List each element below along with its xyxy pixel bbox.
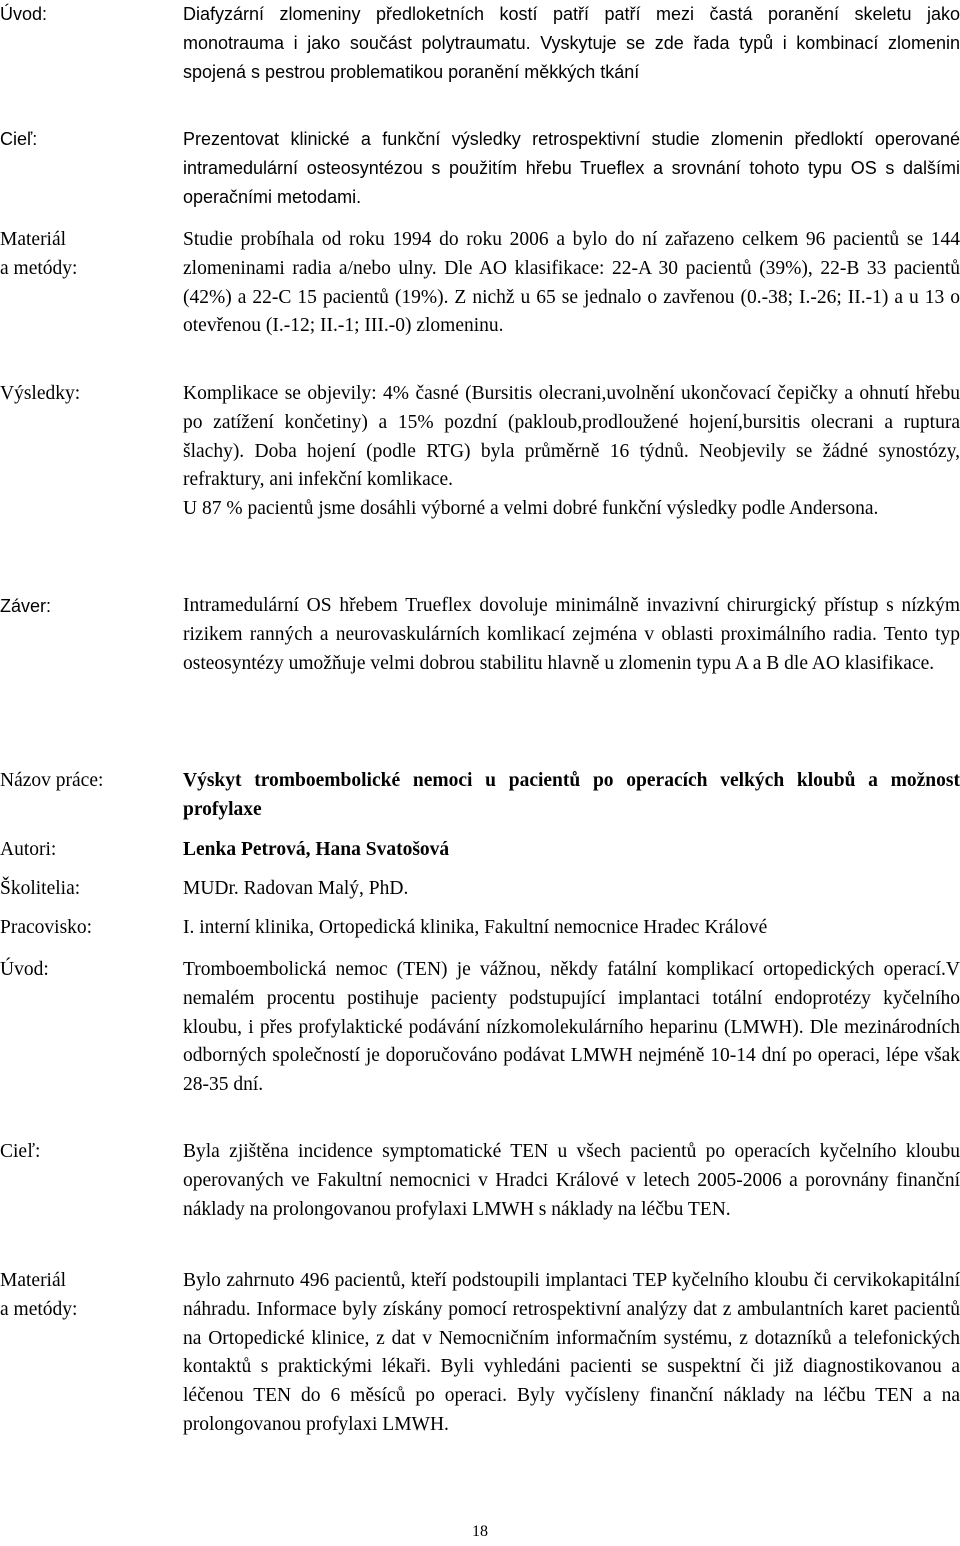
nazov-label: Názov práce: xyxy=(0,770,104,791)
material-label xyxy=(0,226,175,284)
ciel-label: Cieľ: xyxy=(0,129,38,149)
material-label-line1: Materiál xyxy=(0,229,67,250)
material2-text: Bylo zahrnuto 496 pacientů, kteří podstoupili implantaci TEP kyčelního kloubu či cervikokapitální náhradu. Informace byly získány pomocí retrospektivní analýzy dat z ambulantních karet pacientů na Ortopedické klinice, z dat v Nemocničním informačním systému, z dotazníků a telefonických kontaktů s praktickými lékaři. Byli vyhledáni pacienti se suspektní či již diagnostikovanou a léčenou TEN do 6 měsíců po operaci. Byly vyčísleny finanční náklady na léčbu TEN a na prolongovanou profylaxi LMWH. xyxy=(183,1270,960,1435)
ciel-text: Prezentovat klinické a funkční výsledky retrospektivní studie zlomenin předloktí operované intramedulární osteosyntézou s použitím hřebu Trueflex a srovnání tohoto typu OS s dalšími operačními metodami. xyxy=(183,129,960,207)
material2-label xyxy=(0,1267,175,1325)
zaver-label: Záver: xyxy=(0,596,52,616)
material-text: Studie probíhala od roku 1994 do roku 2006 a bylo do ní zařazeno celkem 96 pacientů se 144 zlomeninami radia a/nebo ulny. Dle AO klasifikace: 22-A 30 pacientů (39%), 22-B 33 pacientů (42%) a 22-C 15 pacientů (19%). Z nichž u 65 se jednalo o zavřenou (0.-38; I.-26; II.-1) a u 13 o otevřenou (I.-12; II.-1; III.-0) zlomeninu. xyxy=(183,229,960,337)
vysledky-text-1: Komplikace se objevily: 4% časné (Bursitis olecrani,uvolnění ukončovací čepičky a ohnutí hřebu po zatížení končetiny) a 15% pozdní (pakloub,prodloužené hojení,bursitis olecrani a ruptura šlachy). Doba hojení (podle RTG) byla průměrně 16 týdnů. Neobjevily se žádné synostózy, refraktury, ani infekční komlikace. xyxy=(183,383,960,491)
vysledky-text-2: U 87 % pacientů jsme dosáhli výborné a velmi dobré funkční výsledky podle Andersona. xyxy=(183,498,879,520)
page-number: 18 xyxy=(472,1523,488,1540)
ciel2-label: Cieľ: xyxy=(0,1141,41,1162)
material2-label-line2: a metódy: xyxy=(0,1298,78,1320)
zaver-text: Intramedulární OS hřebem Trueflex dovoluje minimálně invazivní chirurgický přístup s nízkým rizikem ranných a neurovaskulárních komlikací zejména v oblasti proximálního radia. Tento typ osteosyntézy umožňuje velmi dobrou stabilitu hlavně u zlomenin typu A a B dle AO klasifikace. xyxy=(183,595,960,674)
nazov-text: Výskyt tromboembolické nemoci u pacientů po operacích velkých kloubů a možnost profylaxe xyxy=(183,770,960,820)
uvod2-label: Úvod: xyxy=(0,959,49,980)
skolitelia-label: Školitelia: xyxy=(0,878,81,899)
ciel2-text: Byla zjištěna incidence symptomatické TEN u všech pacientů po operacích kyčelního kloubu operovaných ve Fakultní nemocnici v Hradci Králové v letech 2005-2006 a porovnány finanční náklady na prolongovanou profylaxi LMWH s náklady na léčbu TEN. xyxy=(183,1141,960,1220)
vysledky-label: Výsledky: xyxy=(0,383,81,404)
pracovisko-text: I. interní klinika, Ortopedická klinika, Fakultní nemocnice Hradec Králové xyxy=(183,917,768,938)
uvod-text: Diafyzární zlomeniny předloketních kostí patří patří mezi častá poranění skeletu jako monotrauma i jako součást polytraumatu. Vyskytuje se zde řada typů i kombinací zlomenin spojená s pestrou problematikou poranění měkkých tkání xyxy=(183,4,960,82)
autori-text: Lenka Petrová, Hana Svatošová xyxy=(183,839,450,860)
material-label-line2: a metódy: xyxy=(0,257,78,279)
autori-label: Autori: xyxy=(0,839,57,860)
vysledky-text xyxy=(183,380,960,524)
skolitelia-text: MUDr. Radovan Malý, PhD. xyxy=(183,878,409,899)
uvod2-text: Tromboembolická nemoc (TEN) je vážnou, někdy fatální komplikací ortopedických operací.V nemalém procentu postihuje pacienty podstupující implantaci totální endoprotézy kyčelního kloubu, i přes profylaktické podávání nízkomolekulárního heparinu (LMWH). Dle mezinárodních odborných společností je doporučováno podávat LMWH nejméně 10-14 dní po operaci, lépe však 28-35 dní. xyxy=(183,959,960,1096)
pracovisko-label: Pracovisko: xyxy=(0,917,93,938)
uvod-label: Úvod: xyxy=(0,4,48,24)
material2-label-line1: Materiál xyxy=(0,1270,67,1291)
